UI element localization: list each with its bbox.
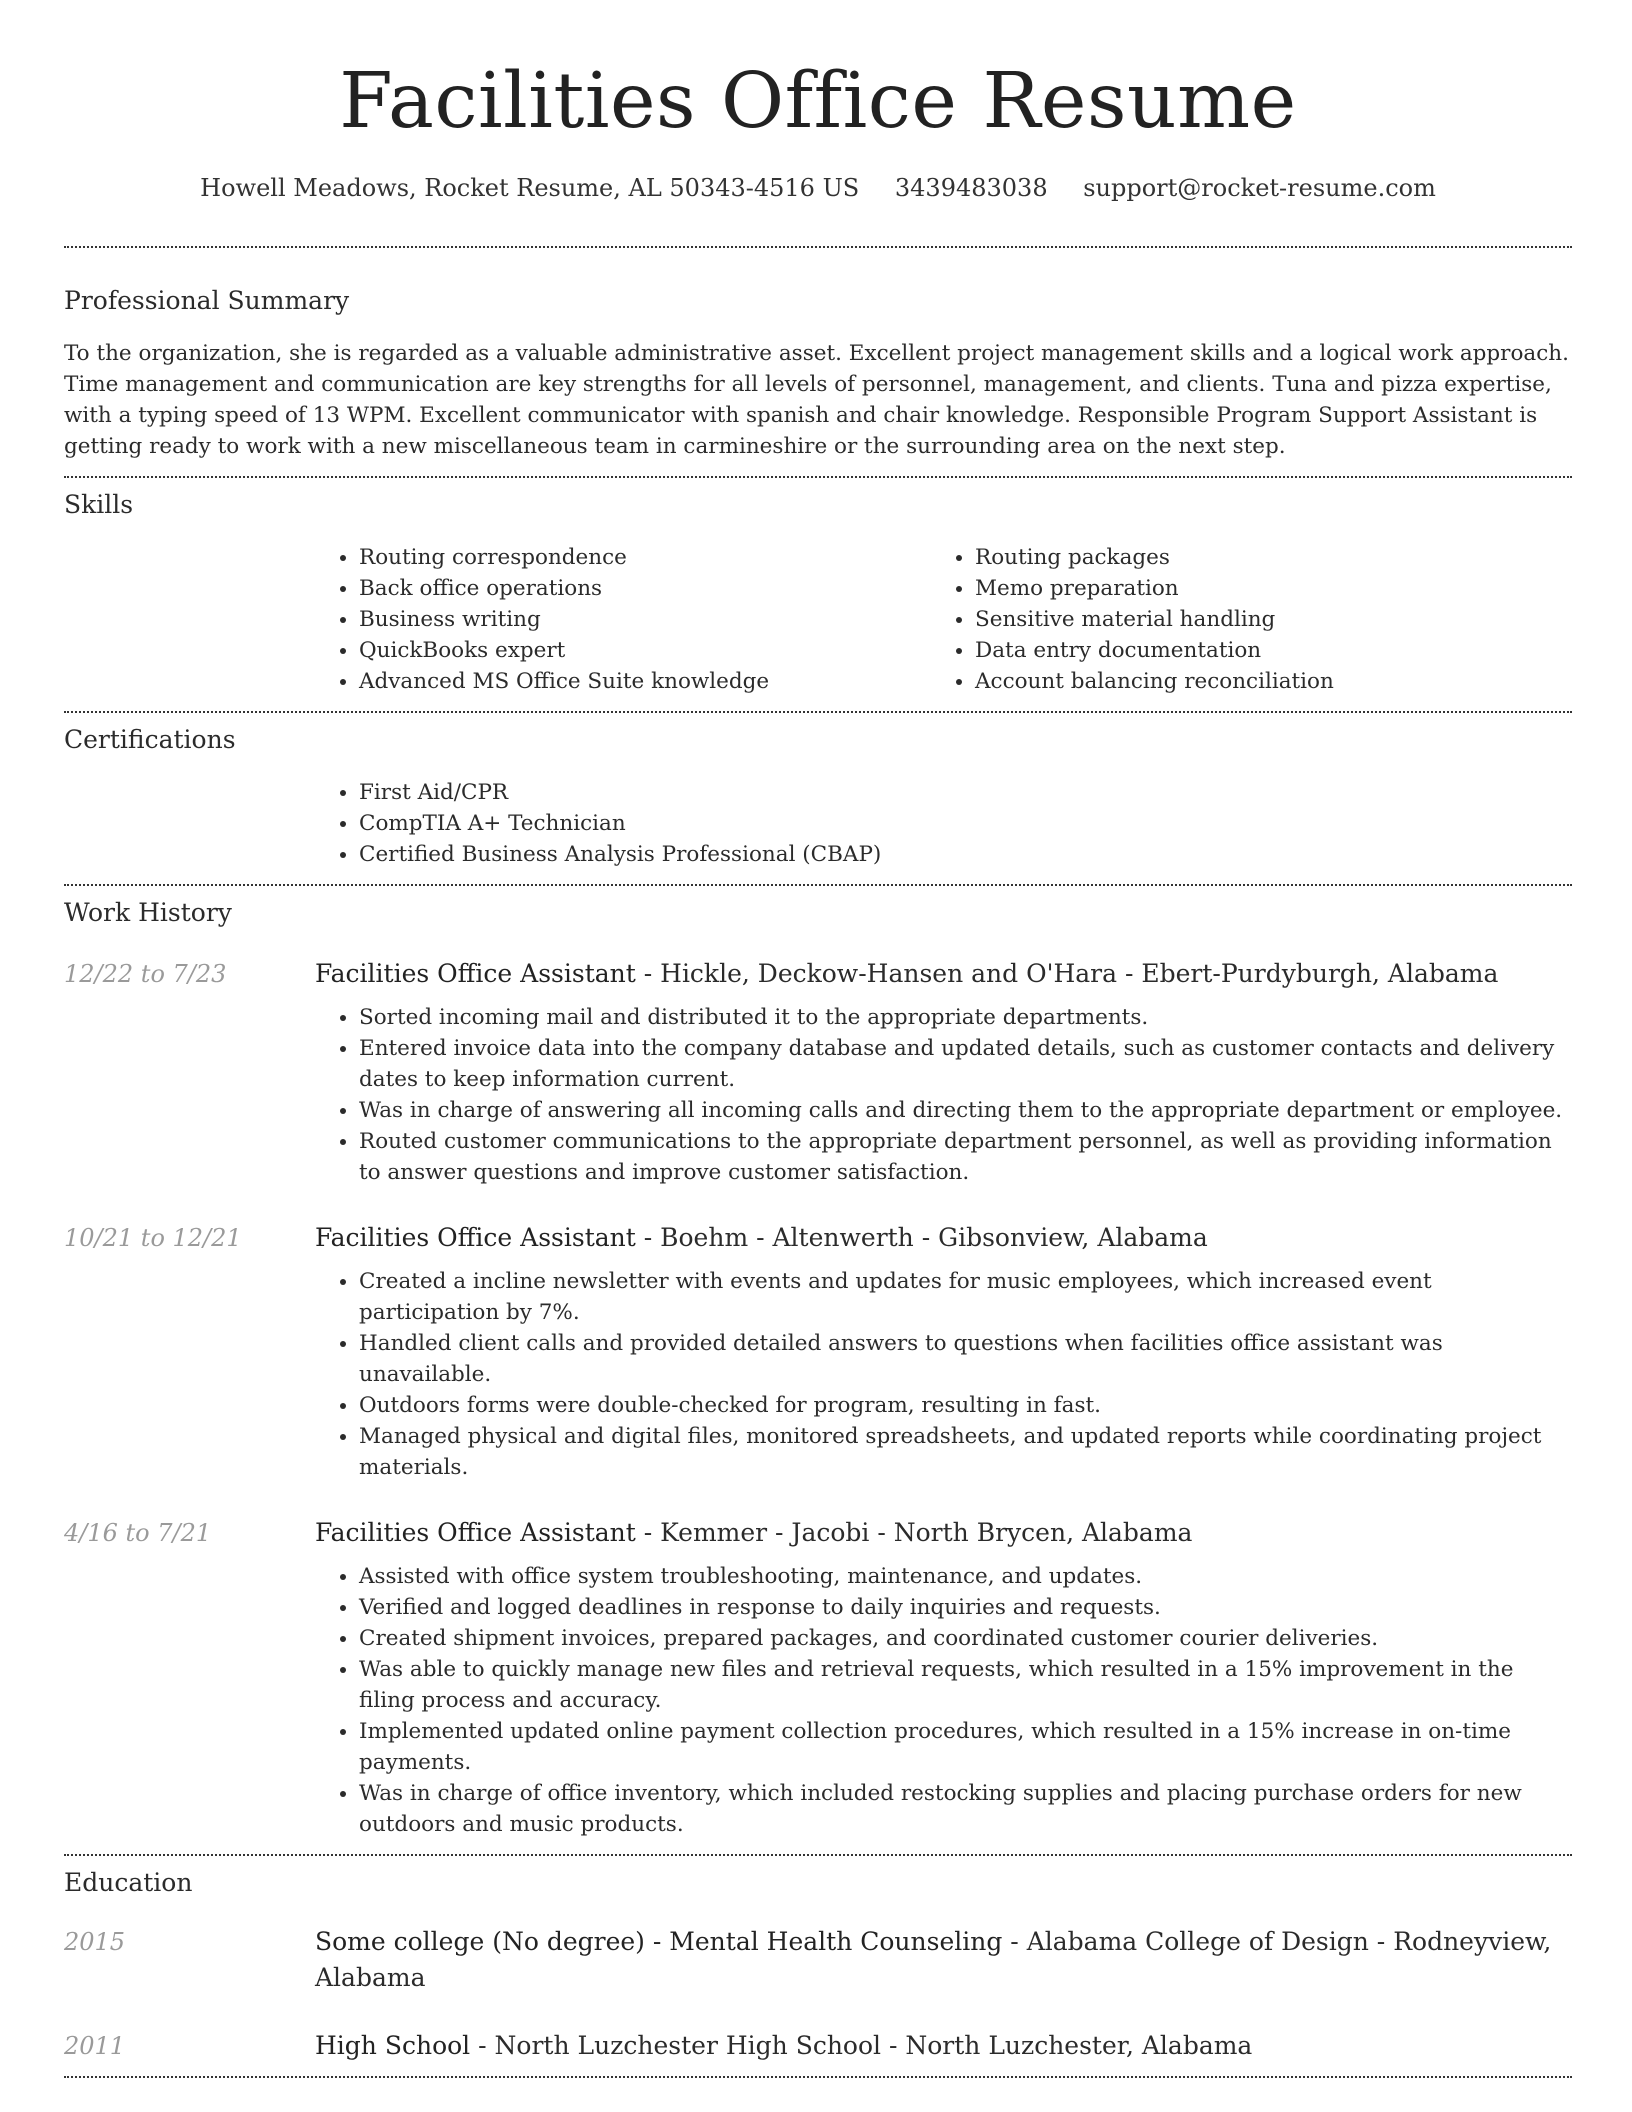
education-entry	[64, 1924, 1572, 1996]
education-heading-line	[315, 2028, 1252, 2064]
education-school: - North Luzchester High School - North Luzchester, Alabama	[470, 2031, 1253, 2060]
job-dates: 10/21 to 12/21	[64, 1224, 242, 1252]
job-entry	[64, 1220, 1572, 1483]
work-history-heading: Work History	[64, 898, 232, 927]
education-school: - Alabama College of Design - Rodneyview, Alabama	[315, 1927, 1552, 1992]
certifications-heading: Certifications	[64, 725, 236, 754]
job-bullet: • Outdoors forms were double-checked for program, resulting in fast.	[359, 1390, 1572, 1421]
education-degree: High School	[315, 2031, 471, 2060]
job-bullet: • Handled client calls and provided detailed answers to questions when facilities office assistant was unavailable.	[359, 1328, 1572, 1390]
job-bullet: • Assisted with office system troubleshooting, maintenance, and updates.	[359, 1561, 1572, 1592]
job-bullet: • Sorted incoming mail and distributed it to the appropriate departments.	[359, 1002, 1572, 1033]
resume-title: Facilities Office Resume	[339, 57, 1297, 146]
skill-item: • Business writing	[359, 604, 931, 635]
education-year: 2011	[64, 2032, 126, 2060]
job-body	[315, 1220, 1572, 1483]
skills-list-right	[931, 542, 1547, 697]
job-bullet: • Routed customer communications to the appropriate department personnel, as well as providing information to answer questions and improve customer satisfaction.	[359, 1126, 1572, 1188]
skills-heading: Skills	[64, 490, 134, 519]
education-heading-line	[315, 1924, 1572, 1996]
contact-line	[64, 172, 1572, 204]
summary-text: To the organization, she is regarded as a valuable administrative asset. Excellent project management skills and a logical work approach. Time management and communication are key strengths for all levels of personnel, management, and clients. Tuna and pizza expertise, with a typing speed of 13 WPM. Excellent communicator with spanish and chair knowledge. Responsible Program Support Assistant is getting ready to work with a new miscellaneous team in carmineshire or the surrounding area on the next step.	[64, 341, 1569, 459]
education-heading: Education	[64, 1868, 193, 1897]
skill-item: • Back office operations	[359, 573, 931, 604]
education-section	[64, 1856, 1572, 2076]
job-role: Facilities Office Assistant	[315, 1223, 636, 1252]
summary-section	[64, 248, 1572, 476]
skills-list-left	[315, 542, 931, 697]
skills-section	[64, 478, 1572, 711]
job-dates: 12/22 to 7/23	[64, 960, 227, 988]
job-bullet: • Entered invoice data into the company database and updated details, such as customer contacts and delivery dates to keep information current.	[359, 1033, 1572, 1095]
skill-item: • Account balancing reconciliation	[975, 666, 1547, 697]
contact-phone: 3439483038	[894, 174, 1048, 202]
certifications-list	[315, 777, 1572, 870]
skill-item: • Advanced MS Office Suite knowledge	[359, 666, 931, 697]
education-degree: Some college (No degree) - Mental Health Counseling	[315, 1927, 1003, 1956]
summary-heading: Professional Summary	[64, 286, 350, 315]
job-body	[315, 956, 1572, 1188]
job-bullet: • Created shipment invoices, prepared packages, and coordinated customer courier deliveries.	[359, 1623, 1572, 1654]
section-divider	[64, 2076, 1572, 2078]
skill-item: • Sensitive material handling	[975, 604, 1547, 635]
job-bullet: • Was in charge of answering all incoming calls and directing them to the appropriate department or employee.	[359, 1095, 1572, 1126]
skill-item: • Routing packages	[975, 542, 1547, 573]
skill-item: • Routing correspondence	[359, 542, 931, 573]
job-body	[315, 1515, 1572, 1840]
job-entry	[64, 1515, 1572, 1840]
job-bullets	[315, 1561, 1572, 1840]
job-employer: - Boehm - Altenwerth - Gibsonview, Alabama	[635, 1223, 1208, 1252]
skill-item: • Data entry documentation	[975, 635, 1547, 666]
certification-item: • First Aid/CPR	[359, 777, 1572, 808]
education-year: 2015	[64, 1928, 126, 1956]
job-entry	[64, 956, 1572, 1188]
certifications-section	[64, 713, 1572, 884]
job-bullet: • Implemented updated online payment collection procedures, which resulted in a 15% increase in on-time payments.	[359, 1716, 1572, 1778]
job-employer: - Hickle, Deckow-Hansen and O'Hara - Ebert-Purdyburgh, Alabama	[635, 959, 1499, 988]
job-bullet: • Was in charge of office inventory, which included restocking supplies and placing purchase orders for new outdoors and music products.	[359, 1778, 1572, 1840]
skills-grid	[315, 542, 1572, 697]
job-bullet: • Was able to quickly manage new files and retrieval requests, which resulted in a 15% improvement in the filing process and accuracy.	[359, 1654, 1572, 1716]
education-entry	[64, 2028, 1572, 2064]
certification-item: • CompTIA A+ Technician	[359, 808, 1572, 839]
job-heading	[315, 1515, 1572, 1551]
job-bullets	[315, 1002, 1572, 1188]
resume-page	[64, 0, 1572, 2078]
job-role: Facilities Office Assistant	[315, 1518, 636, 1547]
job-bullet: • Created a incline newsletter with events and updates for music employees, which increased event participation by 7%.	[359, 1266, 1572, 1328]
job-bullet: • Managed physical and digital files, monitored spreadsheets, and updated reports while coordinating project materials.	[359, 1421, 1572, 1483]
certification-item: • Certified Business Analysis Professional (CBAP)	[359, 839, 1572, 870]
job-bullets	[315, 1266, 1572, 1483]
job-bullet: • Verified and logged deadlines in response to daily inquiries and requests.	[359, 1592, 1572, 1623]
job-heading	[315, 956, 1572, 992]
job-heading	[315, 1220, 1572, 1256]
contact-email: support@rocket-resume.com	[1083, 174, 1436, 202]
skill-item: • Memo preparation	[975, 573, 1547, 604]
work-history-section	[64, 886, 1572, 1854]
skill-item: • QuickBooks expert	[359, 635, 931, 666]
job-dates: 4/16 to 7/21	[64, 1519, 212, 1547]
job-employer: - Kemmer - Jacobi - North Brycen, Alabama	[635, 1518, 1193, 1547]
job-role: Facilities Office Assistant	[315, 959, 636, 988]
contact-address: Howell Meadows, Rocket Resume, AL 50343-4516 US	[200, 174, 860, 202]
